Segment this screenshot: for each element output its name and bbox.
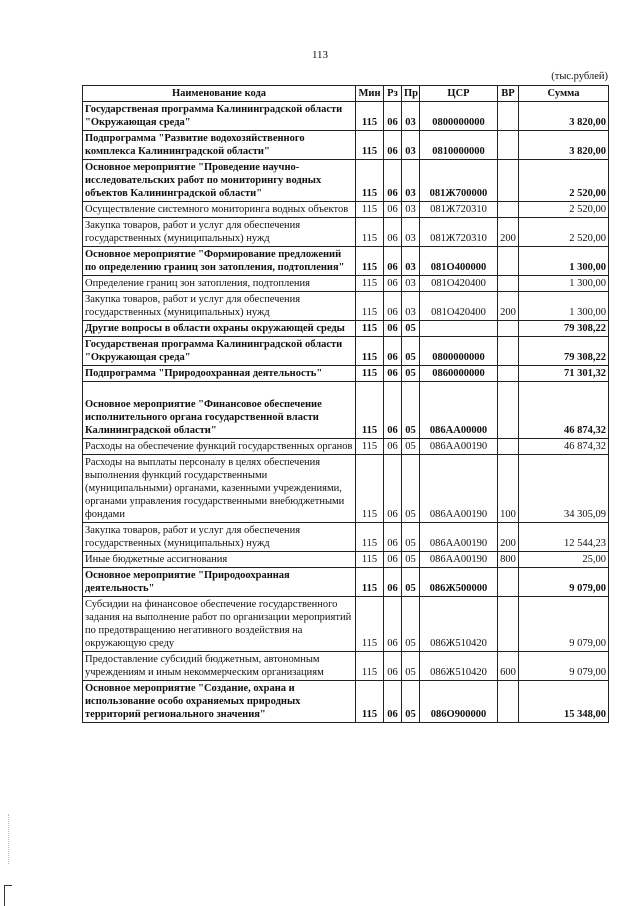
cell-vr xyxy=(498,439,519,455)
cell-vr xyxy=(498,597,519,652)
cell-pr: 03 xyxy=(402,160,420,202)
cell-sum: 3 820,00 xyxy=(519,102,609,131)
cell-vr xyxy=(498,276,519,292)
cell-vr: 200 xyxy=(498,292,519,321)
cell-sum: 2 520,00 xyxy=(519,202,609,218)
cell-sum: 1 300,00 xyxy=(519,276,609,292)
cell-name: Закупка товаров, работ и услуг для обеспечения государственных (муниципальных) нужд xyxy=(83,523,356,552)
cell-csr: 086АА00190 xyxy=(420,439,498,455)
cell-sum: 15 348,00 xyxy=(519,681,609,723)
cell-rz: 06 xyxy=(384,337,402,366)
cell-name: Осуществление системного мониторинга водных объектов xyxy=(83,202,356,218)
col-header-csr: ЦСР xyxy=(420,86,498,102)
table-row xyxy=(83,292,609,321)
cell-name: Субсидии на финансовое обеспечение государственного задания на выполнение работ по организации мероприятий по предотвращению негативного воздействия на окружающую среду xyxy=(83,597,356,652)
cell-sum: 9 079,00 xyxy=(519,597,609,652)
cell-min: 115 xyxy=(356,366,384,382)
cell-csr: 086Ж510420 xyxy=(420,597,498,652)
cell-csr: 086О900000 xyxy=(420,681,498,723)
table-row xyxy=(83,681,609,723)
cell-csr: 086Ж510420 xyxy=(420,652,498,681)
cell-rz: 06 xyxy=(384,366,402,382)
cell-min: 115 xyxy=(356,218,384,247)
cell-name: Расходы на обеспечение функций государственных органов xyxy=(83,439,356,455)
table-row xyxy=(83,247,609,276)
cell-rz: 06 xyxy=(384,382,402,439)
cell-name: Государственая программа Калининградской области "Окружающая среда" xyxy=(83,337,356,366)
cell-rz: 06 xyxy=(384,218,402,247)
cell-min: 115 xyxy=(356,439,384,455)
cell-sum: 71 301,32 xyxy=(519,366,609,382)
cell-csr: 0800000000 xyxy=(420,102,498,131)
cell-rz: 06 xyxy=(384,202,402,218)
table-row xyxy=(83,102,609,131)
cell-vr xyxy=(498,681,519,723)
scan-margin-dots xyxy=(8,814,10,864)
cell-sum: 1 300,00 xyxy=(519,292,609,321)
cell-vr xyxy=(498,568,519,597)
col-header-vr: ВР xyxy=(498,86,519,102)
cell-min: 115 xyxy=(356,276,384,292)
cell-rz: 06 xyxy=(384,321,402,337)
cell-min: 115 xyxy=(356,597,384,652)
budget-table xyxy=(82,85,609,723)
cell-sum: 9 079,00 xyxy=(519,568,609,597)
cell-vr xyxy=(498,202,519,218)
cell-min: 115 xyxy=(356,455,384,523)
cell-rz: 06 xyxy=(384,652,402,681)
cell-pr: 05 xyxy=(402,337,420,366)
cell-name: Основное мероприятие "Формирование предложений по определению границ зон затопления, подтопления" xyxy=(83,247,356,276)
cell-rz: 06 xyxy=(384,102,402,131)
cell-min: 115 xyxy=(356,652,384,681)
cell-name: Определение границ зон затопления, подтопления xyxy=(83,276,356,292)
cell-csr: 081Ж700000 xyxy=(420,160,498,202)
cell-sum: 46 874,32 xyxy=(519,439,609,455)
cell-pr: 05 xyxy=(402,321,420,337)
cell-csr: 086АА00000 xyxy=(420,382,498,439)
cell-min: 115 xyxy=(356,382,384,439)
cell-vr xyxy=(498,131,519,160)
cell-csr: 086АА00190 xyxy=(420,455,498,523)
cell-min: 115 xyxy=(356,160,384,202)
cell-name: Основное мероприятие "Проведение научно-исследовательских работ по мониторингу водных объектов Калининградской области" xyxy=(83,160,356,202)
table-row xyxy=(83,455,609,523)
cell-sum: 79 308,22 xyxy=(519,337,609,366)
cell-min: 115 xyxy=(356,202,384,218)
table-row xyxy=(83,337,609,366)
cell-csr: 086АА00190 xyxy=(420,523,498,552)
cell-sum: 1 300,00 xyxy=(519,247,609,276)
cell-min: 115 xyxy=(356,337,384,366)
table-body xyxy=(83,102,609,723)
cell-pr: 05 xyxy=(402,382,420,439)
col-header-min: Мин xyxy=(356,86,384,102)
cell-rz: 06 xyxy=(384,455,402,523)
cell-csr: 0810000000 xyxy=(420,131,498,160)
cell-sum: 9 079,00 xyxy=(519,652,609,681)
cell-pr: 03 xyxy=(402,131,420,160)
cell-sum: 34 305,09 xyxy=(519,455,609,523)
cell-vr xyxy=(498,366,519,382)
cell-sum: 25,00 xyxy=(519,552,609,568)
table-row xyxy=(83,439,609,455)
cell-csr xyxy=(420,321,498,337)
cell-pr: 05 xyxy=(402,652,420,681)
col-header-pr: Пр xyxy=(402,86,420,102)
col-header-rz: Рз xyxy=(384,86,402,102)
scan-corner-mark xyxy=(4,885,12,906)
cell-vr xyxy=(498,321,519,337)
cell-min: 115 xyxy=(356,131,384,160)
cell-rz: 06 xyxy=(384,439,402,455)
cell-sum: 79 308,22 xyxy=(519,321,609,337)
cell-pr: 05 xyxy=(402,455,420,523)
units-label: (тыс.рублей) xyxy=(551,71,608,82)
table-row xyxy=(83,568,609,597)
table-row xyxy=(83,276,609,292)
table-row xyxy=(83,652,609,681)
col-header-sum: Сумма xyxy=(519,86,609,102)
cell-pr: 05 xyxy=(402,366,420,382)
cell-name: Основное мероприятие "Природоохранная деятельность" xyxy=(83,568,356,597)
cell-name: Основное мероприятие "Финансовое обеспечение исполнительного органа государственной власти Калининградской области" xyxy=(83,382,356,439)
cell-pr: 05 xyxy=(402,552,420,568)
cell-name: Основное мероприятие "Создание, охрана и использование особо охраняемых природных территорий регионального значения" xyxy=(83,681,356,723)
cell-pr: 05 xyxy=(402,597,420,652)
cell-pr: 05 xyxy=(402,523,420,552)
cell-vr: 800 xyxy=(498,552,519,568)
cell-rz: 06 xyxy=(384,597,402,652)
cell-name: Иные бюджетные ассигнования xyxy=(83,552,356,568)
cell-pr: 05 xyxy=(402,681,420,723)
cell-min: 115 xyxy=(356,102,384,131)
table-row xyxy=(83,366,609,382)
cell-vr xyxy=(498,247,519,276)
cell-rz: 06 xyxy=(384,292,402,321)
cell-sum: 2 520,00 xyxy=(519,160,609,202)
page-number: 113 xyxy=(311,49,329,61)
cell-csr: 086АА00190 xyxy=(420,552,498,568)
cell-vr: 200 xyxy=(498,218,519,247)
cell-min: 115 xyxy=(356,681,384,723)
cell-sum: 2 520,00 xyxy=(519,218,609,247)
cell-sum: 12 544,23 xyxy=(519,523,609,552)
cell-pr: 03 xyxy=(402,292,420,321)
cell-name: Подпрограмма "Природоохранная деятельность" xyxy=(83,366,356,382)
cell-vr xyxy=(498,102,519,131)
cell-vr: 600 xyxy=(498,652,519,681)
cell-min: 115 xyxy=(356,292,384,321)
cell-vr xyxy=(498,160,519,202)
cell-pr: 05 xyxy=(402,439,420,455)
cell-vr: 100 xyxy=(498,455,519,523)
cell-csr: 081О400000 xyxy=(420,247,498,276)
cell-csr: 0860000000 xyxy=(420,366,498,382)
cell-rz: 06 xyxy=(384,131,402,160)
table-row xyxy=(83,218,609,247)
cell-pr: 03 xyxy=(402,218,420,247)
table-row xyxy=(83,382,609,439)
cell-pr: 03 xyxy=(402,247,420,276)
cell-csr: 081Ж720310 xyxy=(420,218,498,247)
cell-csr: 081Ж720310 xyxy=(420,202,498,218)
cell-rz: 06 xyxy=(384,681,402,723)
table-row xyxy=(83,597,609,652)
cell-pr: 05 xyxy=(402,568,420,597)
cell-rz: 06 xyxy=(384,523,402,552)
cell-pr: 03 xyxy=(402,202,420,218)
cell-csr: 086Ж500000 xyxy=(420,568,498,597)
cell-min: 115 xyxy=(356,568,384,597)
cell-name: Подпрограмма "Развитие водохозяйственного комплекса Калининградской области" xyxy=(83,131,356,160)
cell-name: Предоставление субсидий бюджетным, автономным учреждениям и иным некоммерческим организациям xyxy=(83,652,356,681)
cell-rz: 06 xyxy=(384,276,402,292)
cell-csr: 0800000000 xyxy=(420,337,498,366)
cell-min: 115 xyxy=(356,247,384,276)
cell-name: Другие вопросы в области охраны окружающей среды xyxy=(83,321,356,337)
cell-vr xyxy=(498,382,519,439)
cell-rz: 06 xyxy=(384,568,402,597)
cell-csr: 081О420400 xyxy=(420,292,498,321)
col-header-name: Наименование кода xyxy=(83,86,356,102)
cell-pr: 03 xyxy=(402,102,420,131)
cell-min: 115 xyxy=(356,552,384,568)
cell-min: 115 xyxy=(356,523,384,552)
cell-name: Расходы на выплаты персоналу в целях обеспечения выполнения функций государственными (муниципальными) органами, казенными учреждениями, органами управления государственными внебюджетными фондами xyxy=(83,455,356,523)
cell-min: 115 xyxy=(356,321,384,337)
table-row xyxy=(83,202,609,218)
cell-rz: 06 xyxy=(384,552,402,568)
table-row xyxy=(83,131,609,160)
cell-name: Государственая программа Калининградской области "Окружающая среда" xyxy=(83,102,356,131)
header-row xyxy=(83,86,609,102)
cell-rz: 06 xyxy=(384,160,402,202)
table-row xyxy=(83,321,609,337)
cell-pr: 03 xyxy=(402,276,420,292)
cell-sum: 46 874,32 xyxy=(519,382,609,439)
cell-name: Закупка товаров, работ и услуг для обеспечения государственных (муниципальных) нужд xyxy=(83,218,356,247)
table-row xyxy=(83,523,609,552)
cell-name: Закупка товаров, работ и услуг для обеспечения государственных (муниципальных) нужд xyxy=(83,292,356,321)
cell-vr xyxy=(498,337,519,366)
table-row xyxy=(83,160,609,202)
cell-rz: 06 xyxy=(384,247,402,276)
cell-csr: 081О420400 xyxy=(420,276,498,292)
cell-sum: 3 820,00 xyxy=(519,131,609,160)
table-row xyxy=(83,552,609,568)
cell-vr: 200 xyxy=(498,523,519,552)
